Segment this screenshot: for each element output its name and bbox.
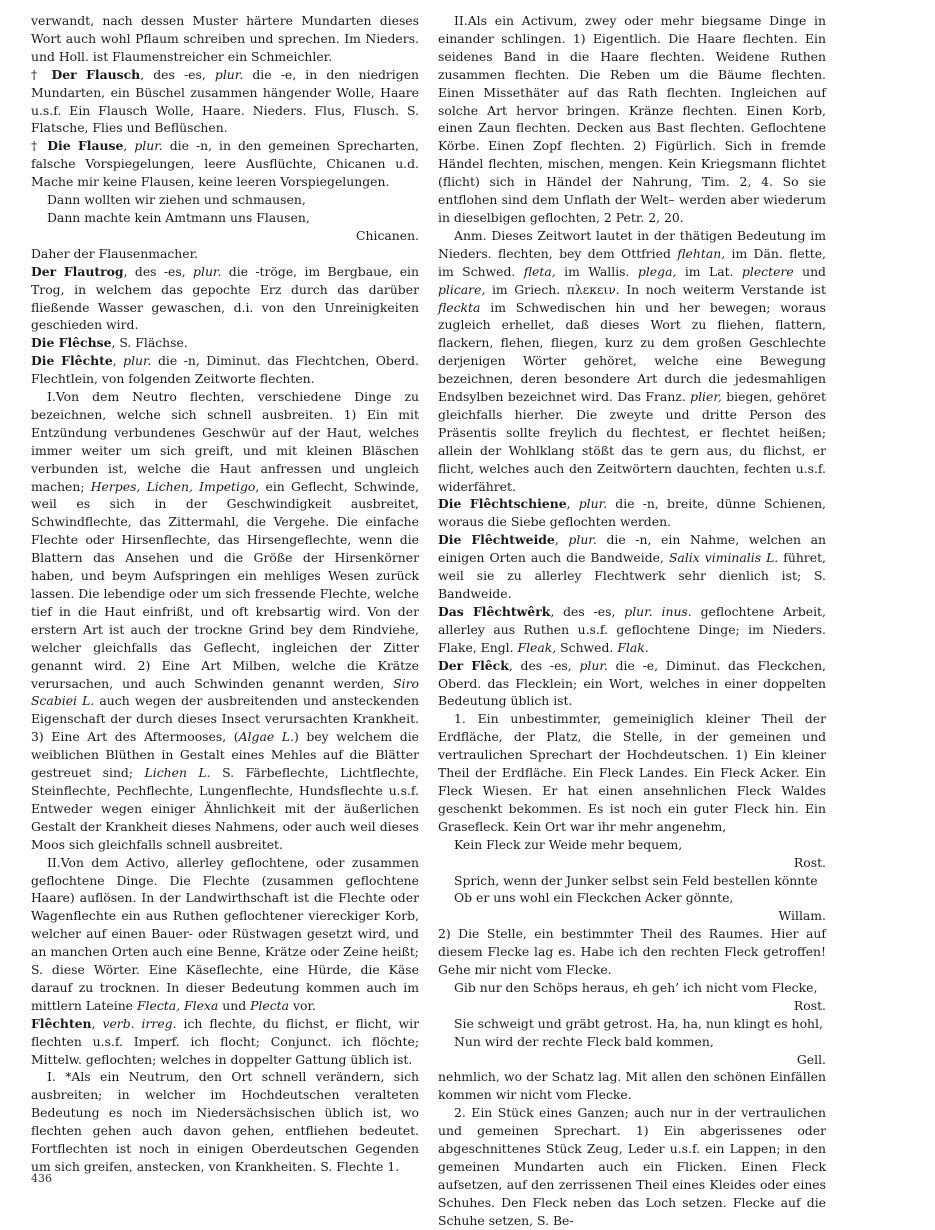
headword: Die Flêchte [31, 353, 113, 369]
headword: Die Flause [47, 138, 124, 154]
dagger-mark: † [31, 66, 52, 82]
sense-paragraph: I. *Als ein Neutrum, den Ort schnell verändern, sich ausbreiten; in welcher im Hochdeutschen veralteten Bedeutung es noch im Niedersächsischen üblich ist, wo flechten gehen auch davon gehen, entfliehen bedeutet. Fortflechten ist noch in einigen Oberdeutschen Gegenden um sich greifen, anstecken, von Krankheiten. S. Flechte 1. [31, 1069, 419, 1174]
sense-paragraph: I.Von dem Neutro flechten, verschiedene Dinge zu bezeichnen, welche sich schnell ausbreiten. 1) Ein mit Entzündung verbundenes Geschwür auf der Haut, welches immer weiter um sich greift, und mit kleinen Bläschen verbunden ist, welche die Haut anfressen und ungleich machen; Herpes, Lichen, Impetigo, ein Geflecht, Schwinde, weil es sich in der Geschwindigkeit ausbreitet, Schwindflechte, das Zittermahl, die Vergehe. Die einfache Flechte oder Hirsenflechte, das Hirsengeflechte, wenn die Blattern das Ansehen und die Größe der Hirsenkörner haben, und beym Aufspringen ein mehliges Wesen zurück lassen. Die lebendige oder um sich fressende Flechte, welche tief in die Haut einfrißt, und oft krebsartig wird. Von der erstern Art ist auch der trockne Grind bey dem Rindviehe, welcher gleichfalls das Geflecht, ingleichen der Zitter genannt wird. 2) Eine Art Milben, welche die Krätze verursachen, und auch Schwinden genannt werden, Siro Scabiei L. auch wegen der ausbreitenden und ansteckenden Eigenschaft der durch dieses Insect verursachten Krankheit. 3) Eine Art des Aftermooses, (Algae L.) bey welchem die weiblichen Blüthen in Gestalt eines Mehles auf die Blätter gestreuet sind; Lichen L. S. Färbeflechte, Lichtflechte, Steinflechte, Pechflechte, Lungenflechte, Hundsflechte u.s.f. Entweder wegen einiger Ähnlichkeit mit der äußerlichen Gestalt der Krankheit dieses Nahmens, oder auch weil dieses Moos sich gleichfalls schnell ausbreitet. [31, 389, 420, 852]
quote-author: Chicanen. [356, 227, 419, 243]
headword: Der Flêck [438, 657, 509, 673]
left-column [31, 12, 419, 1176]
verse-line: Kein Fleck zur Weide mehr bequem, [454, 836, 683, 852]
page-number: 436 [31, 1172, 52, 1185]
sense-paragraph: II.Von dem Activo, allerley geflochtene, oder zusammen geflochtene Dinge. Die Flechte (zusammen geflochtene Haare) auflösen. In der Landwirthschaft ist die Flechte oder Wagenflechte ein aus Ruthen geflochtener viereckiger Korb, welcher auf einen Bauer- oder Rüstwagen gesetzt wird, und an manchen Orten auch eine Benne, Krätze oder Zeine heißt; S. diese Wörter. Eine Käseflechte, eine Hürde, die Käse darauf zu trocknen. In dieser Bedeutung kommen auch im mittlern Lateine Flecta, Flexa und Plecta vor. [31, 854, 419, 1013]
sense-paragraph: 2. Ein Stück eines Ganzen; auch nur in der vertraulichen und gemeinen Sprechart. 1) Ein abgerissenes oder abgeschnittenes Stück Zeug, Leder u.s.f. ein Lappen; in den gemeinen Mundarten auch ein Flicken. Einen Fleck aufsetzen, auf den zerrissenen Theil eines Kleides oder eines Schuhes. Den Fleck neben das Loch setzen. Flecke auf die Schuhe setzen, S. Be- [438, 1105, 826, 1228]
entry-flechtschiene: Die Flêchtschiene, plur. die -n, breite, dünne Schienen, woraus die Siebe geflochten werden. [438, 496, 826, 530]
verse-line: Nun wird der rechte Fleck bald kommen, [454, 1033, 714, 1049]
quote-author: Rost. [793, 997, 826, 1013]
entry-fleck: Der Flêck, des -es, plur. die -e, Diminut. das Fleckchen, Oberd. das Flecklein; ein Wort, welches in einer doppelten Bedeutung üblich ist. [438, 657, 826, 709]
paragraph: nehmlich, wo der Schatz lag. Mit allen den schönen Einfällen kommen wir nicht vom Flecke. [438, 1069, 826, 1103]
verse-line: Dann machte kein Amtmann uns Flausen, [47, 209, 310, 225]
entry-flause: † Die Flause, plur. die -n, in den gemeinen Sprecharten, falsche Vorspiegelungen, leere Ausflüchte, Chicanen u.d. Mache mir keine Flausen, keine leeren Vorspiegelungen. [31, 138, 419, 190]
entry-flechte: Die Flêchte, plur. die -n, Diminut. das Flechtchen, Oberd. Flechtlein, von folgenden Zeitworte flechten. [31, 353, 419, 387]
right-column [438, 12, 826, 1230]
sense-paragraph: II.Als ein Activum, zwey oder mehr biegsame Dinge in einander schlingen. 1) Eigentlich. Die Haare flechten. Ein seidenes Band in die Haare flechten. Weidene Ruthen zusammen flechten. Die Reben um die Bäume flechten. Einen Missethäter auf das Rath flechten. Ingleichen auf solche Art hervor bringen. Kränze flechten. Einen Korb, einen Zaun flechten. Decken aus Bast flechten. Geflochtene Körbe. Einen Zopf flechten. 2) Figürlich. Sich in fremde Händel flechten, mischen, mengen. Kein Kriegsmann flichtet (flicht) sich in Händel der Nahrung, Tim. 2, 4. So sie entflohen sind dem Unflath der Welt– werden aber wiederum in dieselbigen geflochten, 2 Petr. 2, 20. [438, 13, 826, 225]
paragraph: verwandt, nach dessen Muster härtere Mundarten dieses Wort auch wohl Pflaum schreiben und sprechen. Im Nieders. und Holl. ist Flaumenstreicher ein Schmeichler. [31, 13, 419, 64]
headword: Das Flêchtwêrk [438, 603, 551, 619]
entry-flechse: Die Flêchse, S. Flächse. [31, 335, 188, 351]
verse-line: Dann wollten wir ziehen und schmausen, [47, 192, 306, 208]
headword: Die Flêchse [31, 335, 112, 351]
entry-flausch: † Der Flausch, des -es, plur. die -e, in den niedrigen Mundarten, ein Büschel zusammen hängender Wolle, Haare u.s.f. Ein Flausch Wolle, Haare. Nieders. Flus, Flusch. S. Flatsche, Flies und Beflüschen. [31, 66, 420, 136]
quote-author: Rost. [793, 854, 826, 870]
headword: Der Flausch [51, 66, 141, 82]
paragraph: 2) Die Stelle, ein bestimmter Theil des Raumes. Hier auf diesem Flecke lag es. Habe ich den rechten Fleck getroffen! Gehe mir nicht vom Flecke. [438, 926, 826, 978]
dagger-mark: † [31, 138, 48, 154]
verse-line: Ob er uns wohl ein Fleckchen Acker gönnte, [454, 890, 734, 906]
note-paragraph: Anm. Dieses Zeitwort lautet in der thätigen Bedeutung im Nieders. flechten, bey dem Ottfried flehtan, im Dän. flette, im Schwed. fleta, im Wallis. plega, im Lat. plectere und plicare, im Griech. πλεκειν. In noch weiterm Verstande ist fleckta im Schwedischen hin und her bewegen; woraus zugleich erhellet, daß dieses Wort zu fliehen, flattern, flackern, flehen, fliegen, kurz zu dem großen Geschlechte derjenigen Wörter gehöret, welche eine Bewegung bezeichnen, deren besondere Art durch die jedesmahligen Endsylben bezeichnet wird. Das Franz. plier, biegen, gehöret gleichfalls hierher. Die zweyte und dritte Person des Präsentis sollte freylich du flechtest, er flechtet heißen; allein der Wohlklang stößt das te gern aus, du flichst, er flicht, welches auch den Zeitwörtern dauchten, fechten u.s.f. widerfähret. [438, 227, 826, 494]
verse-line: Sprich, wenn der Junker selbst sein Feld bestellen könnte [454, 872, 818, 888]
entry-flechten: Flêchten, verb. irreg. ich flechte, du flichst, er flicht, wir flechten u.s.f. Imperf. ich flocht; Conjunct. ich flöchte; Mittelw. geflochten; welches in doppelter Gattung üblich ist. [31, 1015, 419, 1067]
headword: Der Flautrog [31, 263, 124, 279]
headword: Die Flêchtschiene [438, 496, 567, 512]
entry-flechtwerk: Das Flêchtwêrk, des -es, plur. inus. geflochtene Arbeit, allerley aus Ruthen u.s.f. geflochtene Dinge; im Nieders. Flake, Engl. Fleak, Schwed. Flak. [438, 603, 826, 655]
sense-paragraph: 1. Ein unbestimmter, gemeiniglich kleiner Theil der Erdfläche, der Platz, die Stelle, in der gemeinen und vertraulichen Sprechart der Hochdeutschen. 1) Ein kleiner Theil der Erdfläche. Ein Fleck Landes. Ein Fleck Acker. Ein Fleck Wiesen. Er hat einen ansehnlichen Fleck Waldes geschenkt bekommen. Es ist noch ein guter Fleck hin. Ein Grasefleck. Kein Ort war ihr mehr angenehm, [438, 711, 826, 834]
quote-author: Willam. [778, 908, 826, 924]
headword: Flêchten [31, 1015, 92, 1031]
verse-line: Sie schweigt und gräbt getrost. Ha, ha, nun klingt es hohl, [454, 1015, 823, 1031]
paragraph: Daher der Flausenmacher. [31, 245, 199, 261]
entry-flechtweide: Die Flêchtweide, plur. die -n, ein Nahme, welchen an einigen Orten auch die Bandweide, Salix viminalis L. führet, weil sie zu allerley Flechtwerk sehr dienlich ist; S. Bandweide. [438, 532, 826, 601]
quote-author: Gell. [796, 1051, 826, 1067]
entry-flautrog: Der Flautrog, des -es, plur. die -tröge, im Bergbaue, ein Trog, in welchem das gepochte Erz durch das darüber fließende Wasser gewaschen, d.i. von den Unreinigkeiten geschieden wird. [31, 263, 419, 333]
verse-line: Gib nur den Schöps heraus, eh geh’ ich nicht vom Flecke, [454, 979, 818, 995]
headword: Die Flêchtweide [438, 532, 555, 548]
